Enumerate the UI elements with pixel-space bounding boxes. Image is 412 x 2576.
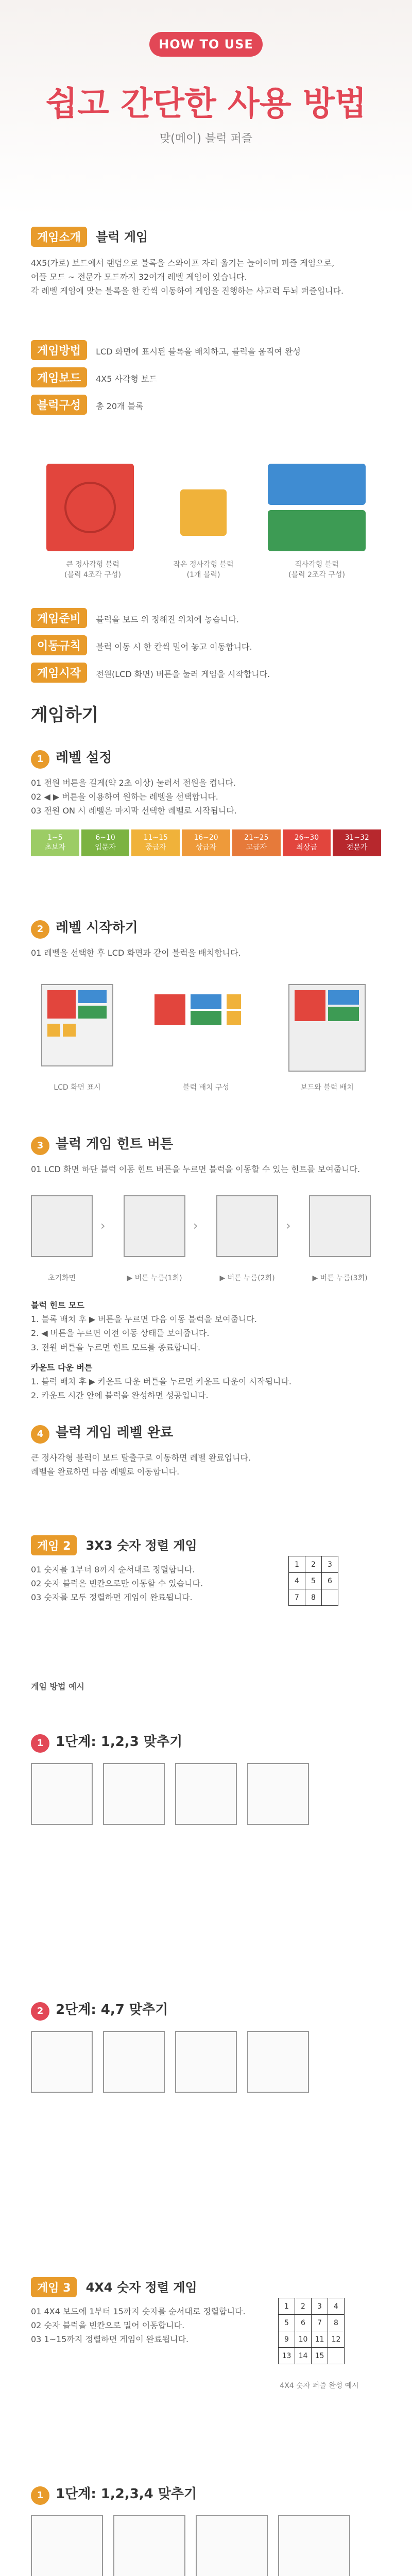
game2-board <box>288 1556 338 1606</box>
puzzle-cell: 7 <box>312 2315 328 2331</box>
step-number: 4 <box>31 1425 49 1444</box>
level-table <box>31 829 381 856</box>
intro-line: 각 레벨 게임에 맞는 블록을 한 칸씩 이동하여 게임을 진행하는 사고력 두뇌 퍼즐입니다. <box>31 286 344 296</box>
example-grid <box>175 2031 237 2093</box>
puzzle-cell: 9 <box>279 2331 295 2348</box>
page-title: 쉽고 간단한 사용 방법 <box>45 85 367 123</box>
hint-notes <box>31 1298 381 1402</box>
puzzle-cell <box>322 1589 338 1606</box>
meta-rows <box>0 608 412 701</box>
level-name: 전문가 <box>346 843 368 852</box>
puzzle-cell: 1 <box>279 2298 295 2315</box>
step-line: 01 전원 버튼을 길게(약 2초 이상) 눌러서 전원을 켭니다. <box>31 778 236 788</box>
step-number: 1 <box>31 2486 49 2505</box>
puzzle-cell: 8 <box>328 2315 345 2331</box>
level-cell <box>333 829 381 856</box>
game3-title: 4X4 숫자 정렬 게임 <box>85 2280 197 2295</box>
rect-block-green <box>268 510 366 551</box>
game2-title: 3X3 숫자 정렬 게임 <box>85 1538 197 1553</box>
hint-line: 2. ◀ 버튼을 누르면 이전 이동 상태를 보여줍니다. <box>31 1328 210 1338</box>
arrow-right-icon: › <box>193 1218 198 1233</box>
step4 <box>0 1422 412 1525</box>
meta-text: 전원(LCD 화면) 버튼을 눌러 게임을 시작합니다. <box>96 669 270 679</box>
block-label: 작은 정사각형 블럭 <box>173 561 234 569</box>
game2-level-heading: 게임 방법 예시 <box>31 1682 84 1691</box>
count-line: 1. 블럭 배치 후 ▶ 카운트 다운 버튼을 누르면 카운트 다운이 시작됩니다. <box>31 1376 291 1386</box>
hint-caption: 초기화면 <box>47 1274 76 1282</box>
meta-row <box>31 608 381 628</box>
level-cell <box>232 829 281 856</box>
step-title: 1단계: 1,2,3 맞추기 <box>56 1734 183 1750</box>
puzzle-cell: 4 <box>328 2298 345 2315</box>
level-name: 초보자 <box>44 843 66 852</box>
puzzle-cell: 5 <box>305 1573 322 1589</box>
game3-line: 02 숫자 블럭을 빈칸으로 밀어 이동합니다. <box>31 2320 185 2331</box>
step-text <box>31 776 381 818</box>
info-text: 4X5 사각형 보드 <box>96 374 157 384</box>
intro-line: 어플 모드 ~ 전문가 모드까지 32여개 레벨 게임이 있습니다. <box>31 272 247 282</box>
meta-row <box>31 635 381 655</box>
hint-frame <box>124 1195 185 1257</box>
puzzle-cell <box>328 2348 345 2364</box>
meta-label: 게임준비 <box>31 608 87 628</box>
step-title: 블럭 게임 레벨 완료 <box>56 1425 174 1440</box>
example-grid <box>113 2515 185 2576</box>
info-row <box>31 340 381 360</box>
step1 <box>0 747 412 917</box>
block-caption <box>152 559 255 580</box>
info-text: 총 20개 블록 <box>96 401 144 411</box>
game2-line: 03 숫자를 모두 정렬하면 게임이 완료됩니다. <box>31 1592 193 1603</box>
step-title: 레벨 설정 <box>56 750 112 766</box>
step-number: 1 <box>31 750 49 769</box>
block-types <box>0 453 412 608</box>
step-line: 큰 정사각형 블럭이 보드 탈출구로 이동하면 레벨 완료입니다. <box>31 1453 251 1463</box>
level-cell <box>182 829 230 856</box>
level-range: 21~25 <box>244 833 269 842</box>
puzzle-cell: 13 <box>279 2348 295 2364</box>
level-range: 6~10 <box>95 833 115 842</box>
info-row <box>31 395 381 415</box>
game3-section <box>0 2277 412 2483</box>
block-sub: (블럭 4조각 구성) <box>64 571 121 579</box>
meta-row <box>31 663 381 683</box>
step-text <box>31 1451 381 1479</box>
arrow-right-icon: › <box>100 1218 106 1233</box>
game2-line: 02 숫자 블럭은 빈칸으로만 이동할 수 있습니다. <box>31 1579 203 1589</box>
step-caption: LCD 화면 표시 <box>54 1083 101 1092</box>
level-range: 16~20 <box>194 833 218 842</box>
step2 <box>0 917 412 1133</box>
block-layout-illustration <box>154 994 258 1056</box>
level-cell <box>31 829 79 856</box>
game2-text <box>31 1563 247 1605</box>
small-square-block <box>180 489 227 536</box>
game3-text <box>31 2304 247 2347</box>
block-caption <box>265 559 368 580</box>
block-caption <box>41 559 144 580</box>
step-title: 블럭 게임 힌트 버튼 <box>56 1137 174 1152</box>
arrow-right-icon: › <box>286 1218 291 1233</box>
step-line: 레벨을 완료하면 다음 레벨로 이동합니다. <box>31 1467 180 1477</box>
example-grid <box>103 1763 165 1825</box>
step-number: 2 <box>31 2002 49 2021</box>
example-grid <box>103 2031 165 2093</box>
intro-line: 4X5(가로) 보드에서 랜덤으로 블록을 스와이프 자리 옮기는 놀이이며 퍼즐 게임으로, <box>31 258 335 268</box>
hint-line: 3. 전원 버튼을 누르면 힌트 모드를 종료합니다. <box>31 1342 201 1352</box>
example-grid <box>278 2515 350 2576</box>
puzzle-cell: 10 <box>295 2331 312 2348</box>
step-number: 3 <box>31 1137 49 1155</box>
block-label: 큰 정사각형 블럭 <box>66 561 119 569</box>
how-to-play-header <box>0 701 412 747</box>
intro-section <box>0 227 412 340</box>
example-grid <box>31 1763 93 1825</box>
level-name: 상급자 <box>195 843 217 852</box>
level-range: 31~32 <box>345 833 369 842</box>
hint-caption: ▶ 버튼 누름(3회) <box>312 1274 368 1282</box>
puzzle-cell: 6 <box>295 2315 312 2331</box>
puzzle-cell: 2 <box>295 2298 312 2315</box>
step-caption: 보드와 블럭 배치 <box>300 1083 354 1092</box>
level-range: 11~15 <box>143 833 168 842</box>
intro-label: 게임소개 <box>31 227 87 247</box>
step-number: 1 <box>31 1734 49 1753</box>
step3 <box>0 1133 412 1422</box>
step-line: 02 ◀ ▶ 버튼을 이용하여 원하는 레벨을 선택합니다. <box>31 792 218 802</box>
step-caption: 블럭 배치 구성 <box>182 1083 230 1092</box>
puzzle-cell: 11 <box>312 2331 328 2348</box>
meta-label: 이동규칙 <box>31 635 87 655</box>
level-cell <box>81 829 130 856</box>
step-line: 03 전원 ON 시 레벨은 마지막 선택한 레벨로 시작됩니다. <box>31 806 237 816</box>
info-text: LCD 화면에 표시된 블록을 배치하고, 블럭을 움직여 완성 <box>96 347 301 357</box>
game3-step1 <box>0 2483 412 2576</box>
info-rows <box>0 340 412 453</box>
level-name: 최상급 <box>296 843 317 852</box>
intro-text <box>31 256 381 298</box>
game2-label: 게임 2 <box>31 1535 77 1555</box>
block-label: 직사각형 블럭 <box>295 561 339 569</box>
puzzle-cell: 3 <box>322 1556 338 1573</box>
puzzle-cell: 12 <box>328 2331 345 2348</box>
rect-block-blue <box>268 464 366 505</box>
game3-line: 03 1~15까지 정렬하면 게임이 완료됩니다. <box>31 2334 189 2345</box>
puzzle-cell: 7 <box>289 1589 305 1606</box>
block-sub: (1개 블럭) <box>186 571 220 579</box>
step-number: 2 <box>31 920 49 939</box>
how-to-use-badge: HOW TO USE <box>149 32 263 57</box>
puzzle-cell: 3 <box>312 2298 328 2315</box>
game3-board <box>278 2298 345 2364</box>
large-square-block <box>46 464 134 551</box>
hint-line: 1. 블록 배치 후 ▶ 버튼을 누르면 다음 이동 블럭을 보여줍니다. <box>31 1314 258 1325</box>
game3-board-caption: 4X4 숫자 퍼즐 완성 예시 <box>280 2382 359 2390</box>
step-title: 1단계: 1,2,3,4 맞추기 <box>56 2486 197 2502</box>
level-name: 중급자 <box>145 843 166 852</box>
level-range: 26~30 <box>294 833 319 842</box>
example-grid <box>247 1763 309 1825</box>
info-label: 게임보드 <box>31 367 87 387</box>
hint-caption: ▶ 버튼 누름(2회) <box>219 1274 275 1282</box>
info-label: 게임방법 <box>31 340 87 360</box>
game2-section <box>0 1535 412 1731</box>
hint-frame <box>309 1195 371 1257</box>
game3-examples <box>31 2515 381 2576</box>
count-line: 2. 카운트 시간 안에 블럭을 완성하면 성공입니다. <box>31 1391 209 1401</box>
how-to-play-heading: 게임하기 <box>31 705 99 725</box>
level-range: 1~5 <box>47 833 63 842</box>
game2-step2 <box>0 1999 412 2267</box>
meta-label: 게임시작 <box>31 663 87 683</box>
puzzle-cell: 1 <box>289 1556 305 1573</box>
block-sub: (블럭 2조각 구성) <box>288 571 345 579</box>
step-line: 01 LCD 화면 하단 블럭 이동 힌트 버튼을 누르면 블럭을 이동할 수 있는 힌트를 보여줍니다. <box>31 1164 360 1174</box>
hint-caption: ▶ 버튼 누름(1회) <box>127 1274 182 1282</box>
hint-title: 블럭 힌트 모드 <box>31 1300 84 1310</box>
board-illustration <box>288 984 366 1072</box>
example-grid <box>31 2515 103 2576</box>
meta-text: 블럭 이동 시 한 칸씩 밀어 놓고 이동합니다. <box>96 642 252 652</box>
puzzle-cell: 4 <box>289 1573 305 1589</box>
header <box>0 0 412 216</box>
level-name: 입문자 <box>95 843 116 852</box>
info-label: 블럭구성 <box>31 395 87 415</box>
game3-label: 게임 3 <box>31 2277 77 2297</box>
puzzle-cell: 2 <box>305 1556 322 1573</box>
level-cell <box>283 829 331 856</box>
level-name: 고급자 <box>246 843 267 852</box>
step-title: 레벨 시작하기 <box>56 920 138 936</box>
info-row <box>31 367 381 387</box>
page-subtitle: 맞(메이) 블럭 퍼즐 <box>160 132 252 145</box>
puzzle-cell: 8 <box>305 1589 322 1606</box>
puzzle-cell: 14 <box>295 2348 312 2364</box>
game2-step1 <box>0 1731 412 1999</box>
puzzle-cell: 5 <box>279 2315 295 2331</box>
example-grid <box>196 2515 268 2576</box>
step-line: 01 레벨을 선택한 후 LCD 화면과 같이 블럭을 배치합니다. <box>31 948 241 958</box>
count-title: 카운트 다운 버튼 <box>31 1362 93 1372</box>
hint-frame <box>31 1195 93 1257</box>
intro-title: 블럭 게임 <box>96 230 148 244</box>
lcd-illustration <box>41 984 113 1066</box>
puzzle-cell: 15 <box>312 2348 328 2364</box>
hint-frame <box>216 1195 278 1257</box>
example-grid <box>247 2031 309 2093</box>
puzzle-cell: 6 <box>322 1573 338 1589</box>
game2-examples <box>31 1763 381 1825</box>
example-grid <box>175 1763 237 1825</box>
game3-line: 01 4X4 보드에 1부터 15까지 숫자를 순서대로 정렬합니다. <box>31 2307 246 2316</box>
level-cell <box>131 829 180 856</box>
game2-examples <box>31 2031 381 2093</box>
hint-sequence <box>31 1195 381 1267</box>
game2-line: 01 숫자를 1부터 8까지 순서대로 정렬합니다. <box>31 1565 195 1574</box>
step-title: 2단계: 4,7 맞추기 <box>56 2002 168 2018</box>
meta-text: 블럭을 보드 위 정해진 위치에 놓습니다. <box>96 615 239 624</box>
example-grid <box>31 2031 93 2093</box>
